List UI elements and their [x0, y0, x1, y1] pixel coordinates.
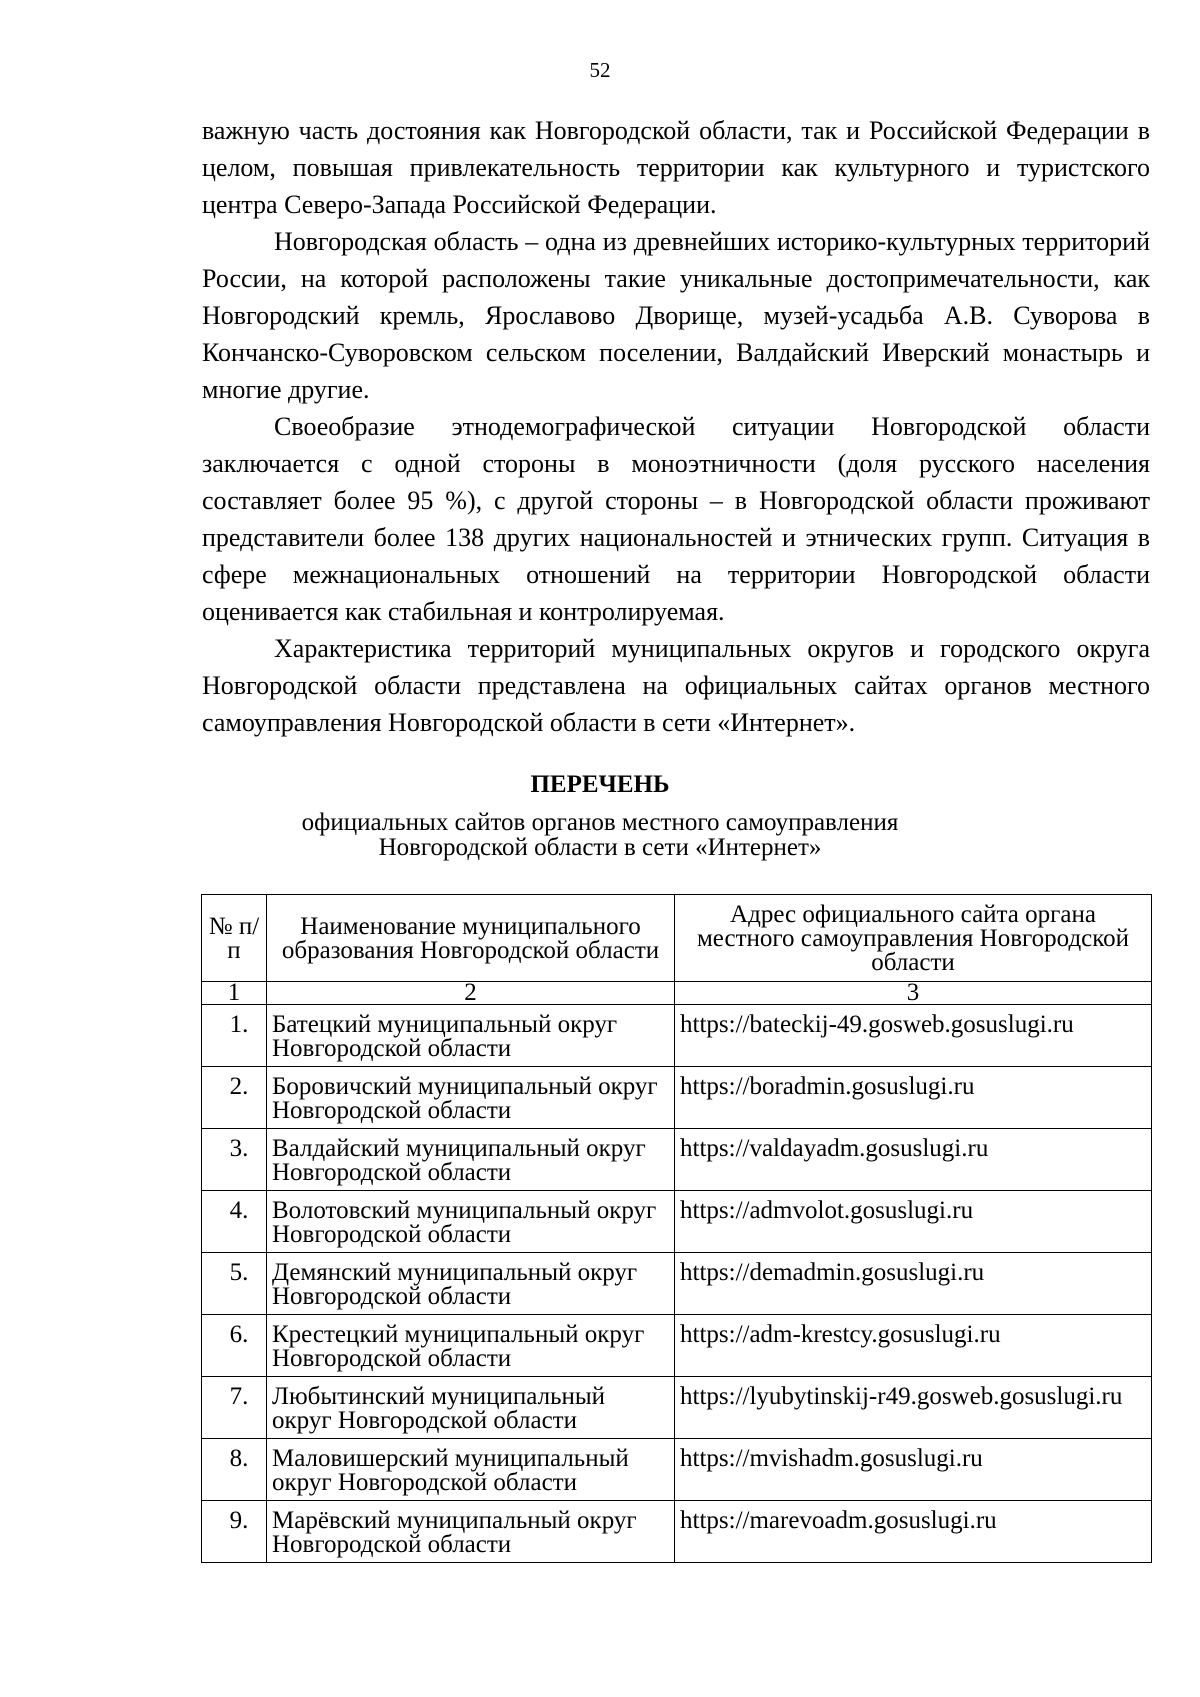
paragraph-1: важную часть достояния как Новгородской области, так и Российской Федерации в целом, повышая привлекательность территории как культурного и туристского центра Северо-Запада Российской Федерации.	[202, 116, 1150, 219]
paragraph-3: Своеобразие этнодемографической ситуации Новгородской области заключается с одной стороны в моноэтничности (доля русского населения составляет более 95 %), с другой стороны – в Новгородской области проживают представители более 138 других национальностей и этнических групп. Ситуация в сфере межнациональных отношений на территории Новгородской области оценивается как стабильная и контролируемая.	[202, 412, 1150, 626]
table-row	[202, 1191, 1152, 1253]
municipality-name: Демянский муниципальный округ Новгородской области	[267, 1253, 675, 1315]
site-address: https://marevoadm.gosuslugi.ru	[675, 1501, 1152, 1563]
site-address: https://mvishadm.gosuslugi.ru	[675, 1439, 1152, 1501]
municipality-name: Валдайский муниципальный округ Новгородской области	[267, 1129, 675, 1191]
table-row	[202, 1501, 1152, 1563]
page-number: 52	[589, 58, 611, 82]
table-row	[202, 1005, 1152, 1067]
list-subtitle-line-2: Новгородской области в сети «Интернет»	[378, 834, 822, 861]
site-address: https://lyubytinskij-r49.gosweb.gosuslugi.ru	[675, 1377, 1152, 1439]
header-num: № п/п	[202, 895, 267, 982]
site-address: https://boradmin.gosuslugi.ru	[675, 1067, 1152, 1129]
municipality-name: Марёвский муниципальный округ Новгородской области	[267, 1501, 675, 1563]
table-row	[202, 1129, 1152, 1191]
column-number: 1	[202, 982, 267, 1005]
list-title: ПЕРЕЧЕНЬ	[530, 771, 670, 798]
municipality-name: Крестецкий муниципальный округ Новгородской области	[267, 1315, 675, 1377]
row-number: 6.	[202, 1315, 267, 1377]
site-address: https://demadmin.gosuslugi.ru	[675, 1253, 1152, 1315]
table-row	[202, 1067, 1152, 1129]
header-site: Адрес официального сайта органа местного самоуправления Новгородской области	[675, 895, 1152, 982]
row-number: 2.	[202, 1067, 267, 1129]
municipality-name: Батецкий муниципальный округ Новгородской области	[267, 1005, 675, 1067]
table-row	[202, 1377, 1152, 1439]
list-subtitle	[0, 810, 1200, 860]
site-address: https://admvolot.gosuslugi.ru	[675, 1191, 1152, 1253]
site-address: https://adm-krestcy.gosuslugi.ru	[675, 1315, 1152, 1377]
column-number: 3	[675, 982, 1152, 1005]
municipality-name: Волотовский муниципальный округ Новгородской области	[267, 1191, 675, 1253]
column-number: 2	[267, 982, 675, 1005]
row-number: 4.	[202, 1191, 267, 1253]
paragraph-2: Новгородская область – одна из древнейших историко-культурных территорий России, на которой расположены такие уникальные достопримечательности, как Новгородский кремль, Ярославово Дворище, музей-усадьба А.В. Суворова в Кончанско-Суворовском сельском поселении, Валдайский Иверский монастырь и многие другие.	[202, 227, 1150, 404]
municipality-name: Маловишерский муниципальный округ Новгородской области	[267, 1439, 675, 1501]
site-address: https://bateckij-49.gosweb.gosuslugi.ru	[675, 1005, 1152, 1067]
row-number: 1.	[202, 1005, 267, 1067]
sites-table	[201, 894, 1152, 1563]
site-address: https://valdayadm.gosuslugi.ru	[675, 1129, 1152, 1191]
row-number: 7.	[202, 1377, 267, 1439]
municipality-name: Боровичский муниципальный округ Новгородской области	[267, 1067, 675, 1129]
table-row	[202, 1253, 1152, 1315]
row-number: 3.	[202, 1129, 267, 1191]
row-number: 9.	[202, 1501, 267, 1563]
row-number: 8.	[202, 1439, 267, 1501]
table-header-row	[202, 895, 1152, 982]
column-number-row	[202, 982, 1152, 1005]
list-subtitle-line-1: официальных сайтов органов местного самоуправления	[301, 809, 899, 836]
table-row	[202, 1439, 1152, 1501]
body-text	[202, 112, 1150, 741]
paragraph-4: Характеристика территорий муниципальных округов и городского округа Новгородской области представлена на официальных сайтах органов местного самоуправления Новгородской области в сети «Интернет».	[202, 634, 1150, 737]
municipality-name: Любытинский муниципальный округ Новгородской области	[267, 1377, 675, 1439]
table-row	[202, 1315, 1152, 1377]
row-number: 5.	[202, 1253, 267, 1315]
header-name: Наименование муниципального образования Новгородской области	[267, 895, 675, 982]
